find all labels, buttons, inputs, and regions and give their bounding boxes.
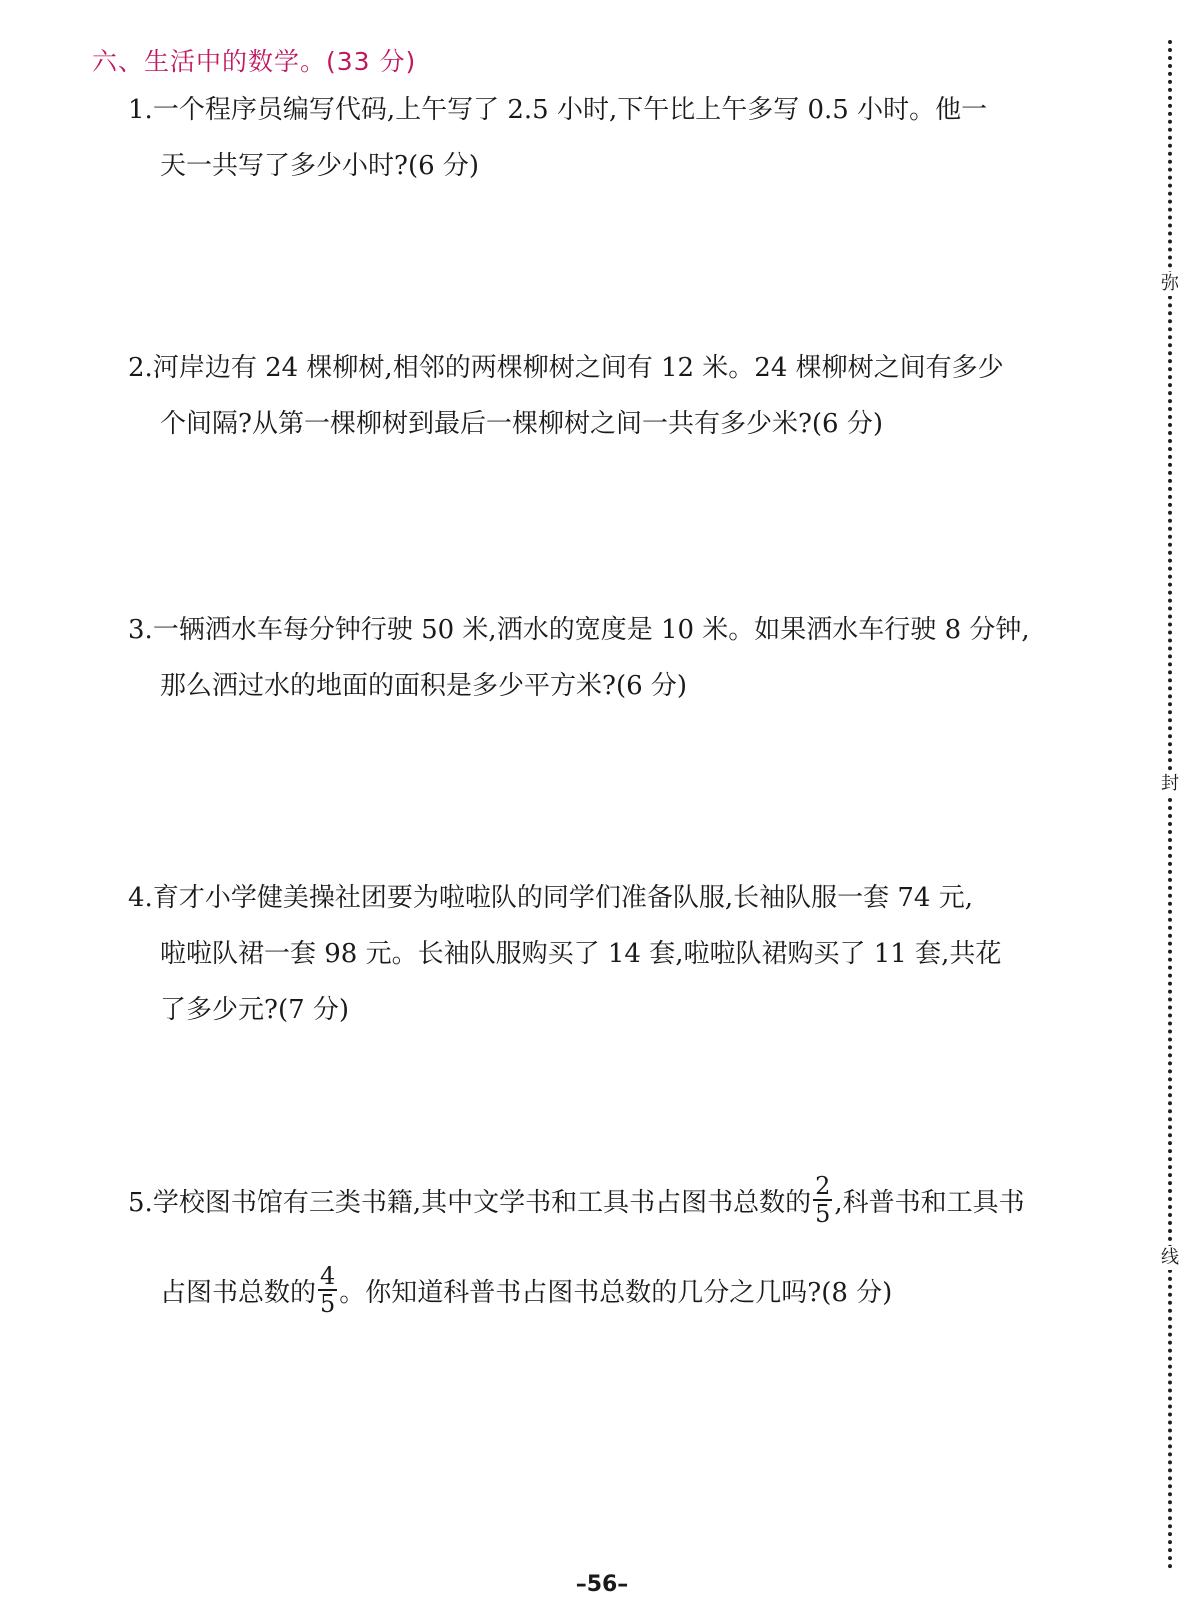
question-5 [128, 1158, 1143, 1338]
question-1-line-1 [128, 82, 1143, 138]
question-text: ,科普书和工具书 [834, 1188, 1025, 1218]
question-text: 一个程序员编写代码,上午写了 2.5 小时,下午比上午多写 0.5 小时。他一 [152, 95, 988, 125]
fraction-two-fifths [813, 1173, 832, 1227]
question-text: 育才小学健美操社团要为啦啦队的同学们准备队服,长袖队服一套 74 元, [152, 883, 973, 913]
question-4-line-3: 了多少元?(7 分) [160, 995, 350, 1025]
question-number: 4. [128, 883, 153, 913]
question-text: 学校图书馆有三类书籍,其中文学书和工具书占图书总数的 [152, 1188, 812, 1218]
question-4 [128, 870, 1143, 1038]
fraction-numerator: 4 [320, 1262, 336, 1290]
binding-char-feng: 封 [1158, 772, 1182, 796]
question-text: 河岸边有 24 棵柳树,相邻的两棵柳树之间有 12 米。24 棵柳树之间有多少 [152, 353, 1004, 383]
question-text: 占图书总数的 [160, 1278, 317, 1308]
page-number: –56– [575, 1572, 629, 1597]
fraction-denominator: 5 [320, 1290, 336, 1318]
question-2 [128, 340, 1143, 452]
question-1 [128, 82, 1143, 194]
question-4-line-1 [128, 870, 1143, 926]
question-2-line-2: 个间隔?从第一棵柳树到最后一棵柳树之间一共有多少米?(6 分) [160, 409, 883, 439]
binding-char-xian: 线 [1158, 1246, 1182, 1270]
section-title: 六、生活中的数学。(33 分) [92, 47, 417, 76]
question-text: 。你知道科普书占图书总数的几分之几吗?(8 分) [339, 1278, 893, 1308]
question-3 [128, 602, 1143, 714]
dotted-line [1168, 40, 1172, 1570]
question-text: 一辆洒水车每分钟行驶 50 米,洒水的宽度是 10 米。如果洒水车行驶 8 分钟, [152, 615, 1030, 645]
fraction-numerator: 2 [815, 1172, 831, 1200]
question-number: 1. [128, 95, 153, 125]
question-1-line-2: 天一共写了多少小时?(6 分) [160, 151, 480, 181]
question-3-line-1 [128, 602, 1143, 658]
binding-char-mi: 弥 [1158, 272, 1182, 296]
question-3-line-2: 那么洒过水的地面的面积是多少平方米?(6 分) [160, 671, 688, 701]
binding-line [1161, 40, 1179, 1570]
question-5-line-2 [128, 1248, 1143, 1338]
fraction-four-fifths [318, 1263, 337, 1317]
question-5-line-1 [128, 1158, 1143, 1248]
question-number: 2. [128, 353, 153, 383]
question-4-line-2: 啦啦队裙一套 98 元。长袖队服购买了 14 套,啦啦队裙购买了 11 套,共花 [160, 939, 1002, 969]
question-number: 5. [128, 1188, 153, 1218]
question-2-line-1 [128, 340, 1143, 396]
question-number: 3. [128, 615, 153, 645]
fraction-denominator: 5 [815, 1200, 831, 1228]
